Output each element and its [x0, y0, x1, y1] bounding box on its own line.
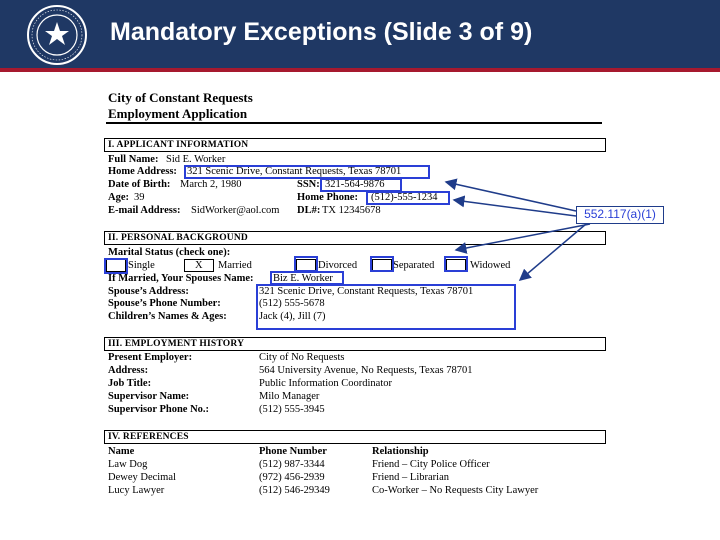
dob-value: March 2, 1980	[180, 179, 242, 190]
statute-callout-label: 552.117(a)(1)	[576, 206, 664, 224]
option-widowed: Widowed	[470, 260, 511, 271]
reference-relationship: Co-Worker – No Requests City Lawyer	[372, 485, 539, 496]
reference-relationship: Friend – Librarian	[372, 472, 449, 483]
home-phone-value: (512)-555-1234	[371, 192, 438, 203]
reference-name: Law Dog	[108, 459, 148, 470]
references-col-phone: Phone Number	[259, 446, 327, 457]
email-value: SidWorker@aol.com	[191, 205, 280, 216]
reference-name: Dewey Decimal	[108, 472, 176, 483]
married-check-mark: X	[195, 260, 203, 271]
email-label: E-mail Address:	[108, 205, 181, 216]
supervisor-phone-label: Supervisor Phone No.:	[108, 404, 210, 415]
supervisor-label: Supervisor Name:	[108, 391, 190, 402]
spouse-name-label: If Married, Your Spouses Name:	[108, 273, 254, 284]
home-address-value: 321 Scenic Drive, Constant Requests, Texas 78701	[187, 166, 402, 177]
full-name-label: Full Name:	[108, 154, 159, 165]
references-col-name: Name	[108, 446, 135, 457]
ssn-value: 321-564-9876	[325, 179, 385, 190]
spouse-phone-label: Spouse’s Phone Number:	[108, 298, 221, 309]
employer-value: City of No Requests	[259, 352, 345, 363]
employer-address-value: 564 University Avenue, No Requests, Texas 78701	[259, 365, 473, 376]
age-label: Age:	[108, 192, 129, 203]
dl-label: DL#:	[297, 205, 321, 216]
employer-label: Present Employer:	[108, 352, 193, 363]
section-heading: IV. REFERENCES	[108, 432, 189, 442]
home-address-label: Home Address:	[108, 166, 177, 177]
reference-name: Lucy Lawyer	[108, 485, 165, 496]
option-divorced: Divorced	[318, 260, 358, 271]
job-title-value: Public Information Coordinator	[259, 378, 392, 389]
arrow-to-home-address	[446, 182, 576, 211]
home-phone-label: Home Phone:	[297, 192, 358, 203]
option-separated: Separated	[393, 260, 435, 271]
arrow-to-home-phone	[454, 200, 576, 216]
full-name-value: Sid E. Worker	[166, 154, 226, 165]
dl-value: TX 12345678	[322, 205, 381, 216]
document-title-line1: City of Constant Requests	[108, 90, 253, 105]
spouse-phone-value: (512) 555-5678	[259, 298, 325, 309]
section-heading: I. APPLICANT INFORMATION	[108, 140, 249, 150]
reference-phone: (972) 456-2939	[259, 472, 325, 483]
spouse-address-value: 321 Scenic Drive, Constant Requests, Texas 78701	[259, 286, 474, 297]
supervisor-phone-value: (512) 555-3945	[259, 404, 325, 415]
references-col-relationship: Relationship	[372, 446, 429, 457]
reference-phone: (512) 987-3344	[259, 459, 325, 470]
option-single: Single	[128, 260, 155, 271]
option-married: Married	[218, 260, 252, 271]
spouse-name-value: Biz E. Worker	[273, 273, 333, 284]
marital-status-label: Marital Status (check one):	[108, 247, 231, 258]
section-heading: III. EMPLOYMENT HISTORY	[108, 339, 245, 349]
dob-label: Date of Birth:	[108, 179, 171, 190]
age-value: 39	[134, 192, 145, 203]
reference-relationship: Friend – City Police Officer	[372, 459, 490, 470]
arrow-to-spouse-details	[520, 224, 586, 280]
ssn-label: SSN:	[297, 179, 320, 190]
children-value: Jack (4), Jill (7)	[259, 311, 326, 322]
employer-address-label: Address:	[108, 365, 149, 376]
document-title-line2: Employment Application	[108, 106, 248, 121]
section-heading: II. PERSONAL BACKGROUND	[108, 233, 248, 243]
supervisor-value: Milo Manager	[259, 391, 320, 402]
spouse-address-label: Spouse’s Address:	[108, 286, 189, 297]
slide-title: Mandatory Exceptions (Slide 3 of 9)	[110, 18, 533, 46]
reference-phone: (512) 546-29349	[259, 485, 330, 496]
job-title-label: Job Title:	[108, 378, 152, 389]
children-label: Children’s Names & Ages:	[108, 311, 227, 322]
